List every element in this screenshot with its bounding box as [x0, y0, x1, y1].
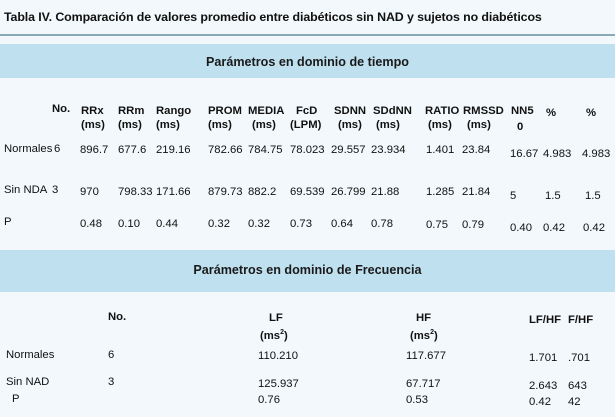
th-sdnn: SDNN: [334, 105, 367, 117]
cell-normales-pct2: 4.983: [582, 148, 611, 160]
cell-p-nn50: 0.40: [510, 222, 532, 234]
fh-hf-unit-sup: 2: [430, 329, 434, 336]
th-fcd-unit: (LPM): [290, 119, 322, 131]
fcell-sinnad-lfhf: 2.643: [529, 380, 558, 392]
time-domain-band: [0, 44, 615, 78]
th-rrm: RRm: [118, 105, 145, 117]
fcell-sinnad-fhf: 643: [568, 380, 587, 392]
freq-domain-title: Parámetros en dominio de Frecuencia: [193, 263, 422, 277]
cell-p-sddnn: 0.78: [371, 218, 393, 230]
fh-hf-unit: [410, 326, 438, 343]
th-rango-unit: (ms): [156, 119, 180, 131]
fh-lf-unit: [260, 326, 288, 343]
frow-normales-label: Normales: [6, 349, 55, 361]
cell-normales-sdnn: 29.557: [331, 144, 366, 156]
fcell-p-hf: 0.53: [406, 394, 428, 406]
freq-domain-band: [0, 250, 615, 292]
cell-sinnda-media: 882.2: [248, 186, 277, 198]
table-title: Tabla IV. Comparación de valores promedio entre diabéticos sin NAD y sujetos no diabéticos: [4, 10, 542, 24]
cell-normales-rango: 219.16: [156, 144, 191, 156]
frow-sinnad-label: Sin NAD: [6, 376, 50, 388]
cell-sinnda-sdnn: 26.799: [331, 186, 366, 198]
cell-sinnda-rango: 171.66: [156, 186, 191, 198]
th-ratio-unit: (ms): [428, 119, 452, 131]
cell-p-rmssd: 0.79: [462, 219, 484, 231]
fh-hf-unit-text: (ms: [410, 329, 431, 342]
th-media: MEDIA: [248, 105, 285, 117]
cell-normales-no: 6: [54, 143, 61, 155]
fh-no: No.: [108, 311, 127, 323]
cell-sinnda-prom: 879.73: [208, 186, 243, 198]
th-pct1: %: [546, 107, 557, 119]
cell-sinnda-no: 3: [52, 184, 59, 196]
fcell-sinnad-no: 3: [108, 376, 115, 388]
time-domain-title: Parámetros en dominio de tiempo: [206, 55, 409, 69]
th-prom: PROM: [208, 105, 242, 117]
th-rango: Rango: [156, 105, 192, 117]
fh-lf-unit-close: ): [284, 329, 288, 342]
cell-p-prom: 0.32: [208, 218, 230, 230]
cell-normales-rmssd: 23.84: [462, 144, 491, 156]
row-p-label: P: [4, 216, 12, 228]
fh-lf-unit-sup: 2: [280, 329, 284, 336]
fcell-sinnad-lf: 125.937: [258, 378, 299, 390]
cell-sinnda-rmssd: 21.84: [462, 186, 491, 198]
fcell-normales-no: 6: [108, 349, 115, 361]
cell-sinnda-pct1: 1.5: [545, 190, 561, 202]
th-ratio: RATIO: [425, 105, 460, 117]
cell-sinnda-pct2: 1.5: [585, 190, 601, 202]
th-sddnn-unit: (ms): [376, 119, 400, 131]
th-media-unit: (ms): [252, 119, 276, 131]
cell-p-rango: 0.44: [156, 218, 178, 230]
th-nn5: NN5: [511, 105, 534, 117]
fcell-p-lf: 0.76: [258, 394, 280, 406]
th-sdnn-unit: (ms): [338, 119, 362, 131]
fh-lf-unit-text: (ms: [260, 329, 281, 342]
fcell-normales-lfhf: 1.701: [529, 352, 558, 364]
fcell-normales-hf: 117.677: [406, 350, 446, 362]
cell-sinnda-rrm: 798.33: [118, 186, 153, 198]
fh-hf: HF: [416, 312, 432, 324]
th-no: No.: [52, 103, 71, 115]
fcell-sinnad-hf: 67.717: [406, 378, 441, 390]
fh-lf: LF: [269, 312, 283, 324]
frow-p-label: P: [12, 393, 20, 405]
title-rule: [0, 34, 615, 36]
fh-hf-unit-close: ): [434, 329, 438, 342]
cell-normales-prom: 782.66: [208, 144, 243, 156]
cell-p-sdnn: 0.64: [331, 218, 353, 230]
row-sinnda-label: Sin NDA: [4, 184, 48, 196]
cell-normales-sddnn: 23.934: [371, 144, 406, 156]
fcell-normales-fhf: .701: [568, 352, 590, 364]
cell-sinnda-fcd: 69.539: [290, 186, 325, 198]
th-rrx-unit: (ms): [81, 119, 105, 131]
th-nn5-sub: 0: [517, 121, 524, 133]
th-rmssd: RMSSD: [463, 105, 504, 117]
th-pct2: %: [586, 107, 597, 119]
cell-normales-media: 784.75: [248, 144, 283, 156]
th-rrx: RRx: [81, 105, 104, 117]
cell-normales-fcd: 78.023: [290, 144, 325, 156]
th-rmssd-unit: (ms): [467, 119, 491, 131]
cell-sinnda-rrx: 970: [80, 186, 99, 198]
cell-normales-rrm: 677.6: [118, 144, 147, 156]
th-fcd: FcD: [296, 105, 318, 117]
row-normales-label: Normales: [4, 143, 53, 155]
th-prom-unit: (ms): [208, 119, 232, 131]
fh-fhf: F/HF: [568, 314, 594, 326]
fcell-p-lfhf: 0.42: [529, 396, 551, 408]
cell-normales-rrx: 896.7: [80, 144, 109, 156]
cell-p-rrm: 0.10: [118, 218, 140, 230]
cell-p-pct2: 0.42: [583, 222, 605, 234]
th-sddnn: SDdNN: [373, 105, 412, 117]
cell-p-rrx: 0.48: [80, 218, 102, 230]
cell-normales-nn50: 16.67: [510, 148, 539, 160]
th-rrm-unit: (ms): [118, 119, 142, 131]
fcell-normales-lf: 110.210: [258, 350, 298, 362]
fcell-p-fhf: 42: [568, 396, 581, 408]
cell-sinnda-nn50: 5: [510, 190, 517, 202]
cell-p-fcd: 0.73: [290, 218, 312, 230]
cell-p-media: 0.32: [248, 218, 270, 230]
cell-sinnda-sddnn: 21.88: [371, 186, 400, 198]
cell-normales-pct1: 4.983: [543, 148, 572, 160]
cell-sinnda-ratio: 1.285: [426, 186, 455, 198]
cell-p-pct1: 0.42: [543, 222, 565, 234]
fh-lfhf: LF/HF: [529, 314, 561, 326]
cell-normales-ratio: 1.401: [426, 144, 455, 156]
cell-p-ratio: 0.75: [426, 219, 448, 231]
